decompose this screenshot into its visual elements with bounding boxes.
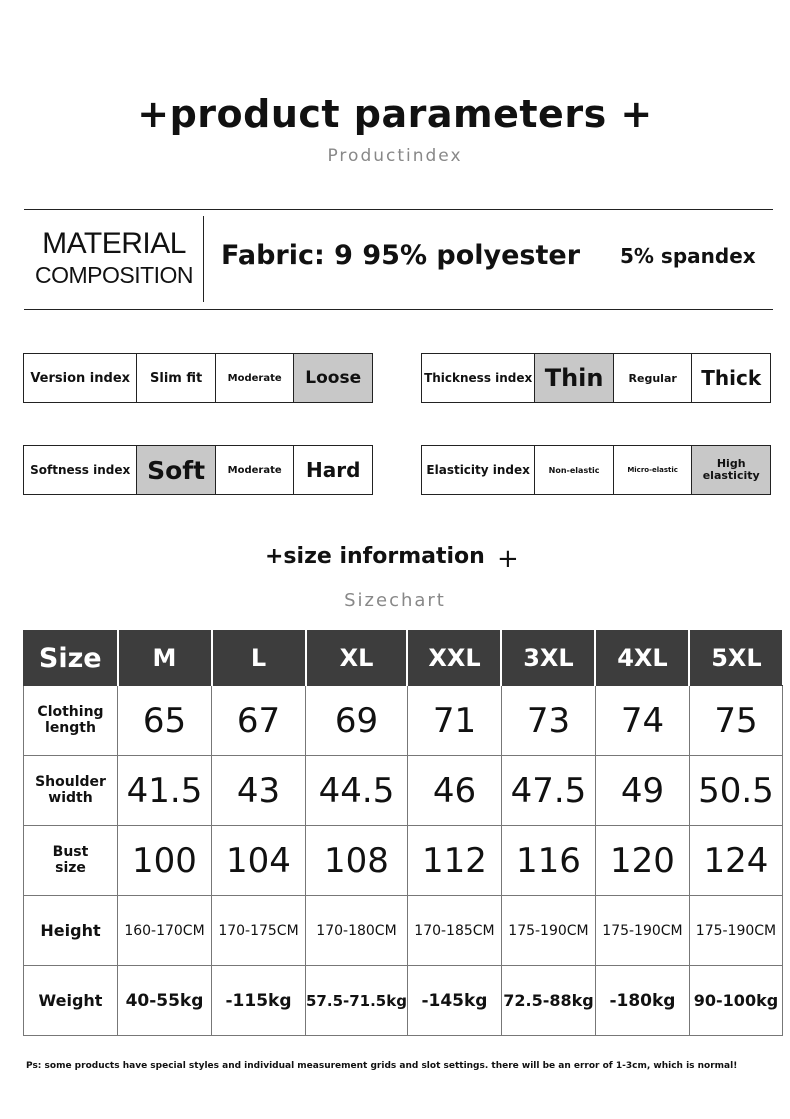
fabric-text: Fabric: 9 95% polyester	[221, 240, 581, 271]
table-cell: 44.5	[306, 756, 408, 826]
table-cell: 69	[306, 686, 408, 756]
size-header-label: Size	[24, 631, 118, 686]
elasticity-index	[421, 445, 771, 495]
thickness-option-thin: Thin	[534, 354, 613, 402]
row-label-bust-size: Bust size	[24, 826, 118, 896]
version-option-loose: Loose	[293, 354, 372, 402]
thickness-option-regular: Regular	[613, 354, 692, 402]
page-subtitle: Productindex	[327, 146, 463, 166]
table-cell: 112	[407, 826, 501, 896]
table-cell: -115kg	[212, 966, 306, 1036]
size-header-xl: XL	[306, 631, 408, 686]
material-label-line1: MATERIAL	[42, 227, 186, 260]
page-title: +product parameters +	[137, 92, 653, 136]
size-header-row	[24, 631, 783, 686]
material-divider	[203, 216, 204, 302]
table-cell: 160-170CM	[118, 896, 212, 966]
table-cell: 108	[306, 826, 408, 896]
thickness-index-label: Thickness index	[424, 371, 533, 385]
table-cell: 46	[407, 756, 501, 826]
table-cell: 124	[689, 826, 782, 896]
softness-option-soft: Soft	[136, 446, 215, 494]
table-cell: 100	[118, 826, 212, 896]
size-section-subtitle: Sizechart	[344, 590, 446, 611]
elasticity-option-high: High elasticity	[691, 446, 770, 494]
table-row	[24, 686, 783, 756]
table-row	[24, 896, 783, 966]
table-cell: 175-190CM	[689, 896, 782, 966]
softness-option-moderate: Moderate	[215, 446, 294, 494]
table-cell: 47.5	[501, 756, 595, 826]
table-row	[24, 826, 783, 896]
table-cell: 41.5	[118, 756, 212, 826]
footnote: Ps: some products have special styles and individual measurement grids and slot settings. there will be an error of 1-3cm, which is normal!	[26, 1061, 738, 1071]
version-option-slim-fit: Slim fit	[136, 354, 215, 402]
table-cell: 57.5-71.5kg	[306, 966, 408, 1036]
row-label-height: Height	[24, 896, 118, 966]
table-cell: 40-55kg	[118, 966, 212, 1036]
size-header-3xl: 3XL	[501, 631, 595, 686]
table-cell: 73	[501, 686, 595, 756]
table-cell: 75	[689, 686, 782, 756]
softness-option-hard: Hard	[293, 446, 372, 494]
table-cell: 49	[595, 756, 689, 826]
row-label-clothing-length: Clothing length	[24, 686, 118, 756]
material-label	[24, 226, 204, 290]
table-cell: 71	[407, 686, 501, 756]
table-cell: 74	[595, 686, 689, 756]
table-cell: 65	[118, 686, 212, 756]
size-header-5xl: 5XL	[689, 631, 782, 686]
table-cell: 170-185CM	[407, 896, 501, 966]
version-index	[23, 353, 373, 403]
elasticity-option-non-elastic: Non-elastic	[534, 446, 613, 494]
size-header-l: L	[212, 631, 306, 686]
elasticity-option-micro-elastic: Micro-elastic	[613, 446, 692, 494]
table-cell: 175-190CM	[501, 896, 595, 966]
thickness-option-thick: Thick	[691, 354, 770, 402]
divider-bottom	[24, 309, 773, 310]
size-section-plus: +	[497, 544, 519, 574]
table-cell: 170-175CM	[212, 896, 306, 966]
size-table	[23, 630, 783, 1036]
table-cell: 50.5	[689, 756, 782, 826]
table-cell: 104	[212, 826, 306, 896]
table-cell: 170-180CM	[306, 896, 408, 966]
divider-top	[24, 209, 773, 210]
size-section-title: +size information	[265, 544, 485, 569]
table-row	[24, 756, 783, 826]
table-cell: 72.5-88kg	[501, 966, 595, 1036]
table-cell: 120	[595, 826, 689, 896]
table-row	[24, 966, 783, 1036]
table-cell: -145kg	[407, 966, 501, 1036]
size-header-xxl: XXL	[407, 631, 501, 686]
version-index-label: Version index	[30, 370, 131, 386]
table-cell: 90-100kg	[689, 966, 782, 1036]
thickness-index	[421, 353, 771, 403]
table-cell: 116	[501, 826, 595, 896]
elasticity-index-label: Elasticity index	[426, 463, 530, 477]
spandex-text: 5% spandex	[620, 244, 756, 268]
table-cell: 175-190CM	[595, 896, 689, 966]
row-label-weight: Weight	[24, 966, 118, 1036]
version-option-moderate: Moderate	[215, 354, 294, 402]
softness-index-label: Softness index	[30, 463, 131, 477]
softness-index	[23, 445, 373, 495]
row-label-shoulder-width: Shoulder width	[24, 756, 118, 826]
table-cell: -180kg	[595, 966, 689, 1036]
material-label-line2: COMPOSITION	[34, 262, 194, 288]
size-header-4xl: 4XL	[595, 631, 689, 686]
size-header-m: M	[118, 631, 212, 686]
table-cell: 43	[212, 756, 306, 826]
table-cell: 67	[212, 686, 306, 756]
